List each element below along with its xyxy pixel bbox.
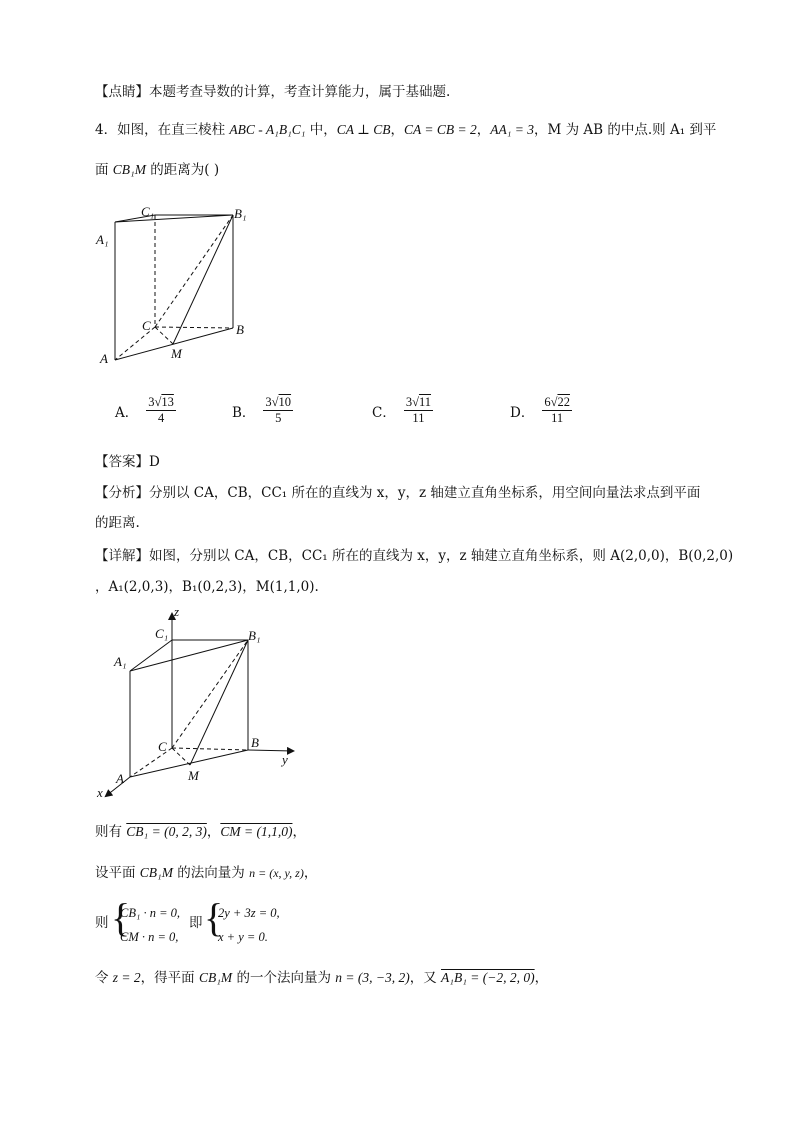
question-line2-pre: 面 xyxy=(95,162,113,178)
answer-tag: 【答案】 xyxy=(95,454,149,470)
vector-a1b1: A₁B₁ = (−2, 2, 0) xyxy=(441,970,535,985)
system-eq-4: x + y = 0. xyxy=(218,930,268,944)
prism-figure-1 xyxy=(90,198,260,373)
label-A1: A₁ xyxy=(114,654,127,669)
normal-post: ， xyxy=(303,865,318,881)
label-C: C xyxy=(142,318,151,333)
denominator: 4 xyxy=(157,411,165,425)
radicand: 13 xyxy=(161,395,174,409)
label-C1: C₁ xyxy=(155,626,169,641)
denominator: 5 xyxy=(275,411,282,425)
label-B1: B₁ xyxy=(234,206,247,221)
analysis-text-1: 分别以 CA，CB，CC₁ 所在的直线为 x，y，z 轴建立直角坐标系，用空间向量法求点到平面 xyxy=(149,485,701,501)
normal-vector-value: n = (3, −3, 2) xyxy=(335,970,410,985)
vector-cb1: CB₁ = (0, 2, 3) xyxy=(126,824,207,839)
analysis-line-1 xyxy=(95,483,700,503)
left-brace-2: { xyxy=(204,895,224,940)
answer-value: D xyxy=(149,454,160,470)
system-ze-text: 则 xyxy=(95,915,109,931)
plane-name: CB₁M xyxy=(198,970,233,985)
option-value: $\frac{3√13}{4}$ xyxy=(148,395,174,425)
option-b[interactable] xyxy=(232,395,293,426)
normal-line xyxy=(95,863,317,883)
system-ji xyxy=(189,913,203,933)
condition-height: AA₁ = 3 xyxy=(490,122,535,137)
z-value: z = 2 xyxy=(112,970,141,985)
prism-figure-2 xyxy=(92,604,302,804)
coef: 3 xyxy=(265,395,272,409)
answer-line xyxy=(95,452,160,472)
separator: ， xyxy=(476,122,491,138)
label-A: A xyxy=(100,351,108,366)
plane-name: CB₁M xyxy=(139,865,173,880)
left-brace-1: { xyxy=(111,895,131,940)
option-value: $\frac{6√22}{11}$ xyxy=(544,395,570,425)
option-c[interactable] xyxy=(372,395,433,426)
label-y-axis: y xyxy=(282,752,288,767)
coef: 3 xyxy=(405,395,413,409)
final-mid2: 的一个法向量为 xyxy=(232,970,336,986)
vectors-sep: ， xyxy=(206,824,221,840)
label-A: A xyxy=(116,771,124,786)
question-prefix: 4．如图，在直三棱柱 xyxy=(95,122,230,138)
final-pre: 令 xyxy=(95,970,113,986)
system-eq-1: CB₁ · n = 0, xyxy=(120,906,181,920)
label-x-axis: x xyxy=(97,785,103,800)
detail-text-2: ，A₁(2,0,3)，B₁(0,2,3)，M(1,1,0). xyxy=(95,579,319,595)
detail-line-1 xyxy=(95,546,733,566)
final-mid3: ，又 xyxy=(409,970,442,986)
analysis-tag: 【分析】 xyxy=(95,485,149,501)
option-a[interactable] xyxy=(115,395,176,426)
analysis-text-2: 的距离. xyxy=(95,515,140,531)
system-eq-3: 2y + 3z = 0, xyxy=(218,906,280,920)
label-B: B xyxy=(236,322,244,337)
dianjing-line xyxy=(95,82,450,102)
system-ji-text: 即 xyxy=(189,915,203,931)
detail-text-1: 如图，分别以 CA，CB，CC₁ 所在的直线为 x，y，z 轴建立直角坐标系，则 A(2,0,0)，B(0,2,0) xyxy=(149,548,734,564)
analysis-line-2 xyxy=(95,513,140,533)
coef: 3 xyxy=(148,395,155,409)
option-value: $\frac{3√11}{11}$ xyxy=(405,395,432,425)
option-letter: B． xyxy=(232,404,256,421)
system-ze xyxy=(95,913,109,933)
question-line-2 xyxy=(95,160,219,180)
system-eq-2: CM · n = 0, xyxy=(120,930,179,944)
label-M: M xyxy=(188,768,199,783)
label-B: B xyxy=(251,735,259,750)
dianjing-tag: 【点睛】 xyxy=(95,84,149,100)
condition-lengths: CA = CB = 2 xyxy=(403,122,477,137)
vectors-line xyxy=(95,822,306,842)
vectors-pre: 则有 xyxy=(95,824,127,840)
option-letter: D． xyxy=(510,404,535,421)
label-C: C xyxy=(158,739,167,754)
radicand: 11 xyxy=(418,395,432,409)
prism-name: ABC - A₁B₁C₁ xyxy=(229,122,306,137)
normal-pre: 设平面 xyxy=(95,865,140,881)
normal-vector: n = (x, y, z) xyxy=(249,866,304,880)
final-mid1: ，得平面 xyxy=(140,970,199,986)
question-line2-post: 的距离为( ) xyxy=(146,162,220,178)
question-mid: 中， xyxy=(305,122,337,138)
denominator: 11 xyxy=(412,411,425,425)
vectors-post: ， xyxy=(292,824,306,840)
label-C1: C₁ xyxy=(141,204,155,219)
label-M: M xyxy=(171,346,182,361)
normal-mid: 的法向量为 xyxy=(173,865,250,881)
option-d[interactable] xyxy=(510,395,572,426)
radicand: 22 xyxy=(557,395,570,409)
separator: ， xyxy=(390,122,404,138)
radicand: 10 xyxy=(278,395,292,409)
option-value: $\frac{3√10}{5}$ xyxy=(265,395,292,425)
plane-name: CB₁M xyxy=(112,162,146,177)
option-letter: C． xyxy=(372,404,396,421)
label-B1: B₁ xyxy=(248,628,261,643)
denominator: 11 xyxy=(551,411,564,425)
question-line-1 xyxy=(95,120,716,140)
label-z-axis: z xyxy=(174,604,180,619)
detail-line-2 xyxy=(95,577,319,597)
condition-perpendicular: CA ⊥ CB xyxy=(336,122,391,137)
final-line xyxy=(95,968,548,988)
question-tail: ，M 为 AB 的中点.则 A₁ 到平 xyxy=(534,122,717,138)
vector-cm: CM = (1,1,0) xyxy=(220,824,293,839)
dianjing-text: 本题考查导数的计算，考查计算能力，属于基础题. xyxy=(149,84,451,100)
final-post: ， xyxy=(534,970,549,986)
label-A1: A₁ xyxy=(96,232,109,247)
detail-tag: 【详解】 xyxy=(95,548,149,564)
coef: 6 xyxy=(544,395,551,409)
option-letter: A． xyxy=(115,404,139,421)
